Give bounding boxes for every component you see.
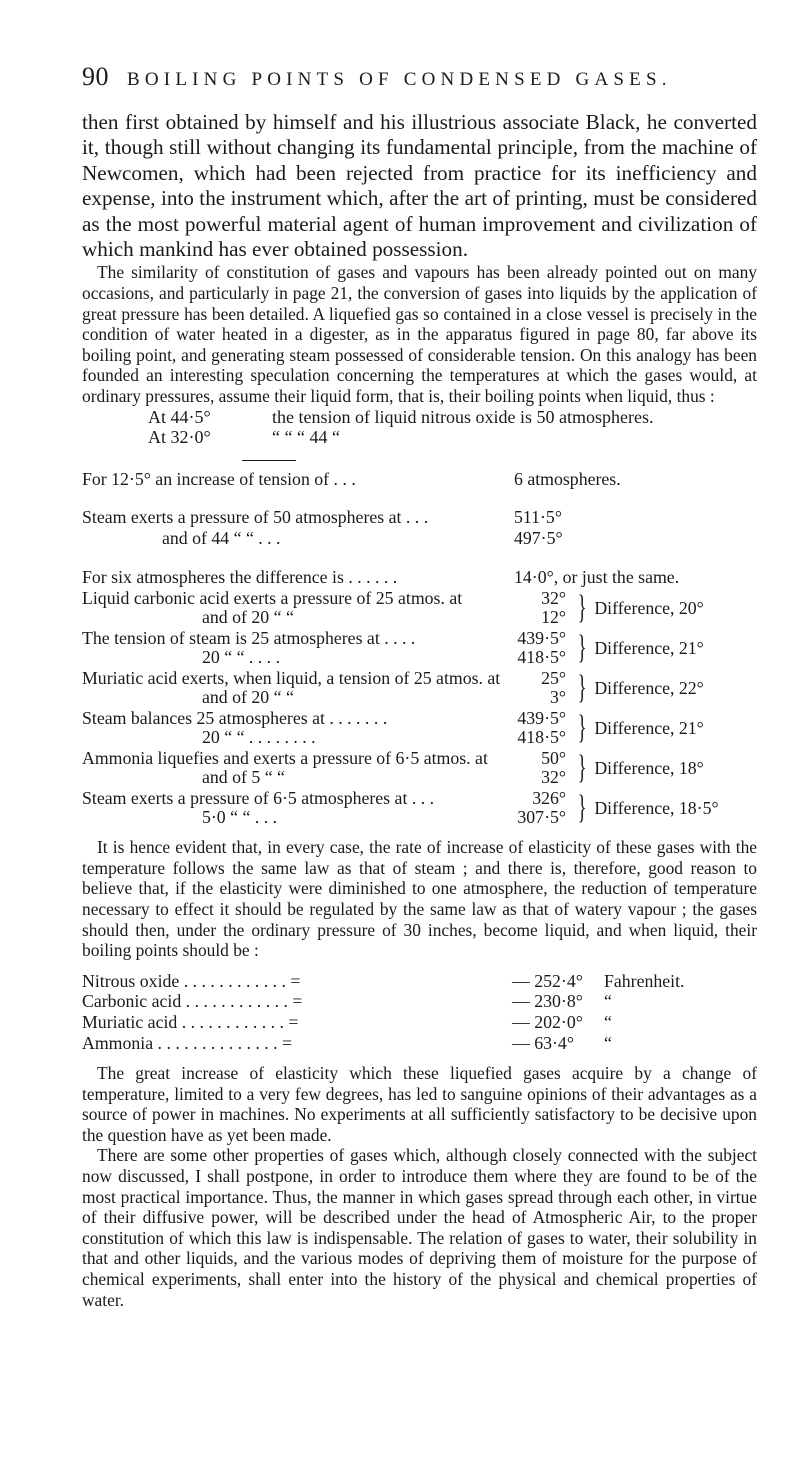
lead-paragraph: then first obtained by himself and his illustrious associate Black, he converted it, though still without changing its fundamental principle, from the machine of Newcomen, which had been rejected from practice for its inefficiency and expense, into the instrument which, after the art of printing, must be considered as the most powerful material agent of human improvement and civilization of which mankind has ever obtained possession. xyxy=(82,110,757,262)
comparison-line: and of 5 “ “ 32° xyxy=(202,767,566,788)
difference-note: } Difference, 18·5° xyxy=(577,789,719,827)
evident-paragraph: It is hence evident that, in every case, the rate of increase of elasticity of these gases with the temperature follows the same law as that of steam ; and there is, therefore, good reason to believe that, if the elasticity were diminished to one atmosphere, the reduction of temperature necessary to effect it should be regulated by the same law as that of watery vapour ; the gases should then, under the ordinary pressure of 30 inches, become liquid, and when liquid, their boiling points should be : xyxy=(82,837,757,961)
comparison-line: 5·0 “ “ . . . 307·5° xyxy=(202,807,566,828)
steam-row: Steam exerts a pressure of 50 atmospheres at . . . 511·5° xyxy=(82,507,562,528)
boiling-point-row: Carbonic acid . . . . . . . . . . . . = — 230·8° “ xyxy=(82,991,612,1012)
brace-glyph: } xyxy=(577,789,587,827)
comparison-line: 20 “ “ . . . . . . . . 418·5° xyxy=(202,727,566,748)
comparison-line: Steam balances 25 atmospheres at . . . . . . . 439·5° xyxy=(82,708,566,729)
boiling-point-row: Nitrous oxide . . . . . . . . . . . . = — 252·4° Fahrenheit. xyxy=(82,970,685,991)
difference-note: } Difference, 21° xyxy=(577,709,704,747)
boiling-point-row: Ammonia . . . . . . . . . . . . . . = — 63·4° “ xyxy=(82,1032,612,1053)
comparison-pair xyxy=(82,789,757,827)
brace-glyph: } xyxy=(577,589,587,627)
brace-glyph: } xyxy=(577,709,587,747)
six-row: For six atmospheres the difference is . . . . . . 14·0°, or just the same. xyxy=(82,566,680,587)
comparison-pair xyxy=(82,669,757,707)
tension-line: At 44·5° the tension of liquid nitrous oxide is 50 atmospheres. xyxy=(148,406,654,427)
page-number: 90 xyxy=(82,62,109,91)
comparison-pair xyxy=(82,749,757,787)
difference-note: } Difference, 22° xyxy=(577,669,704,707)
page-header xyxy=(82,62,757,110)
difference-note: } Difference, 21° xyxy=(577,629,704,667)
boiling-points-table xyxy=(82,971,757,1053)
other-properties-paragraph: There are some other properties of gases which, although closely connected with the subject now discussed, I shall postpone, in order to introduce them where they are found to be of the most practical importance. Thus, the manner in which gases spread through each other, in virtue of their diffusive power, will be described under the head of Atmospheric Air, to the proper constitution of which this law is indispensable. The relation of gases to water, their solubility in that and other liquids, and the various modes of depriving them of moisture for the purpose of chemical experiments, shall enter into the history of the physical and chemical properties of water. xyxy=(82,1145,757,1310)
brace-glyph: } xyxy=(577,749,587,787)
comparison-pair xyxy=(82,589,757,627)
page xyxy=(82,62,757,1310)
comparison-pair xyxy=(82,629,757,667)
increase-row: For 12·5° an increase of tension of . . . 6 atmospheres. xyxy=(82,468,621,489)
comparison-line: Steam exerts a pressure of 6·5 atmospheres at . . . 326° xyxy=(82,788,566,809)
similarity-paragraph: The similarity of constitution of gases and vapours has been already pointed out on many occasions, and particularly in page 21, the conversion of gases into liquids by the application of great pressure has been detailed. A liquefied gas so contained in a close vessel is precisely in the condition of water heated in a digester, as in the apparatus figured in page 80, far above its boiling point, and generating steam possessed of considerable tension. On this analogy has been founded an interesting speculation concerning the temperatures at which the gases would, at ordinary pressures, assume their liquid form, that is, their boiling points when liquid, thus : xyxy=(82,262,757,406)
difference-note: } Difference, 18° xyxy=(577,749,704,787)
comparison-line: Ammonia liquefies and exerts a pressure of 6·5 atmos. at 50° xyxy=(82,748,566,769)
difference-note: } Difference, 20° xyxy=(577,589,704,627)
comparison-line: 20 “ “ . . . . 418·5° xyxy=(202,647,566,668)
divider-rule xyxy=(242,460,296,469)
running-title: BOILING POINTS OF CONDENSED GASES. xyxy=(127,69,672,90)
tension-line: At 32·0° “ “ “ 44 “ xyxy=(148,427,340,448)
brace-glyph: } xyxy=(577,669,587,707)
tension-lines xyxy=(148,407,757,448)
comparison-list xyxy=(82,589,757,827)
comparison-line: The tension of steam is 25 atmospheres at . . . . 439·5° xyxy=(82,628,566,649)
great-increase-paragraph: The great increase of elasticity which these liquefied gases acquire by a change of temperature, limited to a very few degrees, has led to sanguine opinions of their advantages as a source of power in machines. No experiments at all sufficiently satisfactory to be decisive upon the question have as yet been made. xyxy=(82,1063,757,1145)
comparison-line: and of 20 “ “ 3° xyxy=(202,687,566,708)
comparison-line: Liquid carbonic acid exerts a pressure of 25 atmos. at 32° xyxy=(82,588,566,609)
steam-row: and of 44 “ “ . . . 497·5° xyxy=(162,527,563,548)
comparison-line: and of 20 “ “ 12° xyxy=(202,607,566,628)
boiling-point-row: Muriatic acid . . . . . . . . . . . . = — 202·0° “ xyxy=(82,1011,612,1032)
comparison-line: Muriatic acid exerts, when liquid, a tension of 25 atmos. at 25° xyxy=(82,668,566,689)
comparison-pair xyxy=(82,709,757,747)
brace-glyph: } xyxy=(577,629,587,667)
